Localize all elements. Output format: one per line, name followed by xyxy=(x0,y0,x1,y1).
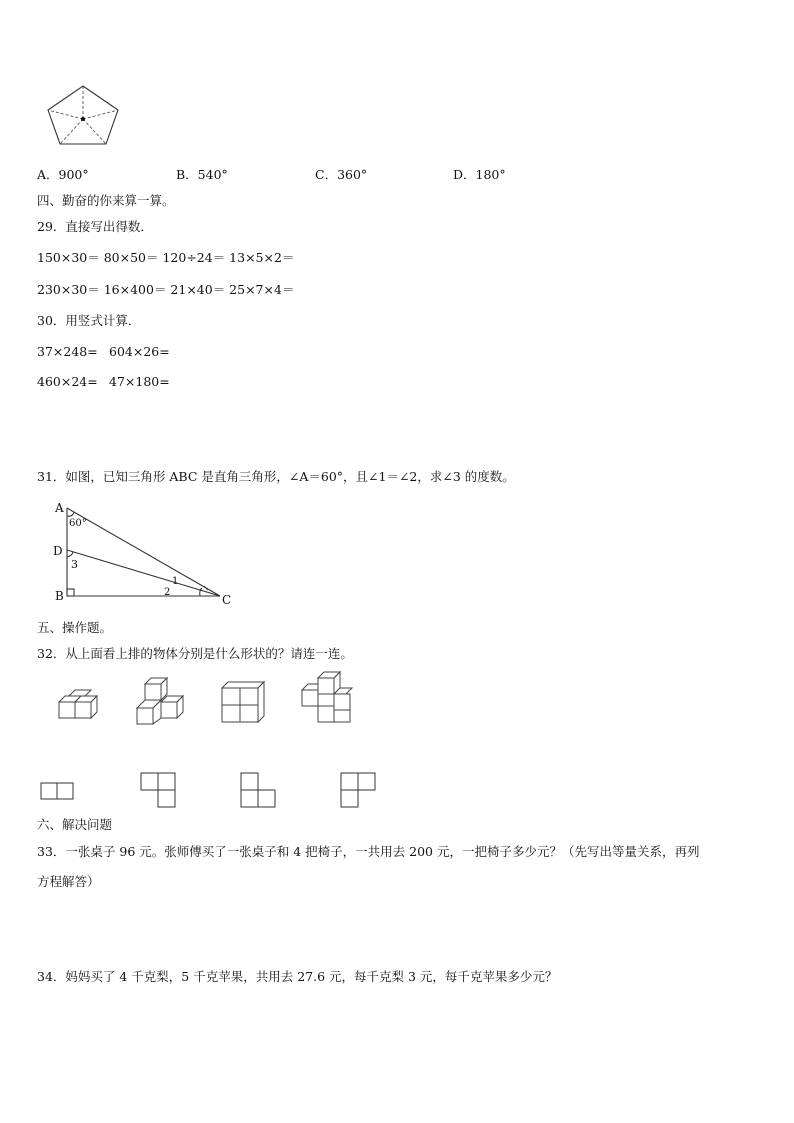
right-angle-mark xyxy=(67,589,74,596)
q29-title: 29．直接写出得数． xyxy=(37,219,153,234)
q29-row-1: 150×30＝ 80×50＝ 120÷24＝ 13×5×2＝ xyxy=(37,250,295,265)
top-view-4 xyxy=(340,772,380,810)
cube-object-4 xyxy=(300,670,356,726)
option-a[interactable]: A．900° xyxy=(37,167,89,182)
q30-item-4: 47×180= xyxy=(109,374,170,389)
label-b: B xyxy=(55,589,64,603)
pentagon-center-point xyxy=(81,117,85,121)
label-angle-a: 60° xyxy=(69,518,87,529)
q33-line-1: 33．一张桌子 96 元。张师傅买了一张桌子和 4 把椅子，一共用去 200 元，一把椅子多少元？（先写出等量关系，再列 xyxy=(37,844,700,859)
option-c[interactable]: C．360° xyxy=(315,167,368,182)
q32-title: 32．从上面看上排的物体分别是什么形状的？请连一连。 xyxy=(37,646,353,661)
option-d[interactable]: D．180° xyxy=(453,167,506,182)
top-view-1 xyxy=(40,782,76,802)
top-view-3 xyxy=(240,772,280,810)
cube-object-1 xyxy=(55,688,105,724)
label-angle-3: 3 xyxy=(71,558,78,571)
section-4-title: 四、勤奋的你来算一算。 xyxy=(37,193,175,208)
pentagon-outline xyxy=(48,86,118,144)
q30-item-2: 604×26= xyxy=(109,344,170,359)
cube-object-3 xyxy=(220,678,270,724)
q30-title: 30．用竖式计算． xyxy=(37,313,141,328)
triangle-figure xyxy=(52,500,242,610)
label-angle-2: 2 xyxy=(164,587,171,598)
q34-text: 34．妈妈买了 4 千克梨，5 千克苹果，共用去 27.6 元，每千克梨 3 元，每千克苹果多少元？ xyxy=(37,969,558,984)
q30-item-1: 37×248= xyxy=(37,344,98,359)
section-6-title: 六、解决问题 xyxy=(37,817,113,832)
label-c: C xyxy=(222,593,232,607)
label-d: D xyxy=(53,544,63,558)
pentagon-figure xyxy=(45,84,121,146)
q31-text: 31．如图，已知三角形 ABC 是直角三角形，∠A＝60°，且∠1＝∠2，求∠3 的度数。 xyxy=(37,469,515,484)
q30-item-3: 460×24= xyxy=(37,374,98,389)
q33-line-2: 方程解答） xyxy=(37,874,100,889)
cube-object-2 xyxy=(135,676,191,728)
option-b[interactable]: B．540° xyxy=(176,167,228,182)
label-a: A xyxy=(55,501,64,515)
label-angle-1: 1 xyxy=(172,576,179,587)
q29-row-2: 230×30＝ 16×400＝ 21×40＝ 25×7×4＝ xyxy=(37,282,295,297)
section-5-title: 五、操作题。 xyxy=(37,620,113,635)
top-view-2 xyxy=(140,772,180,810)
